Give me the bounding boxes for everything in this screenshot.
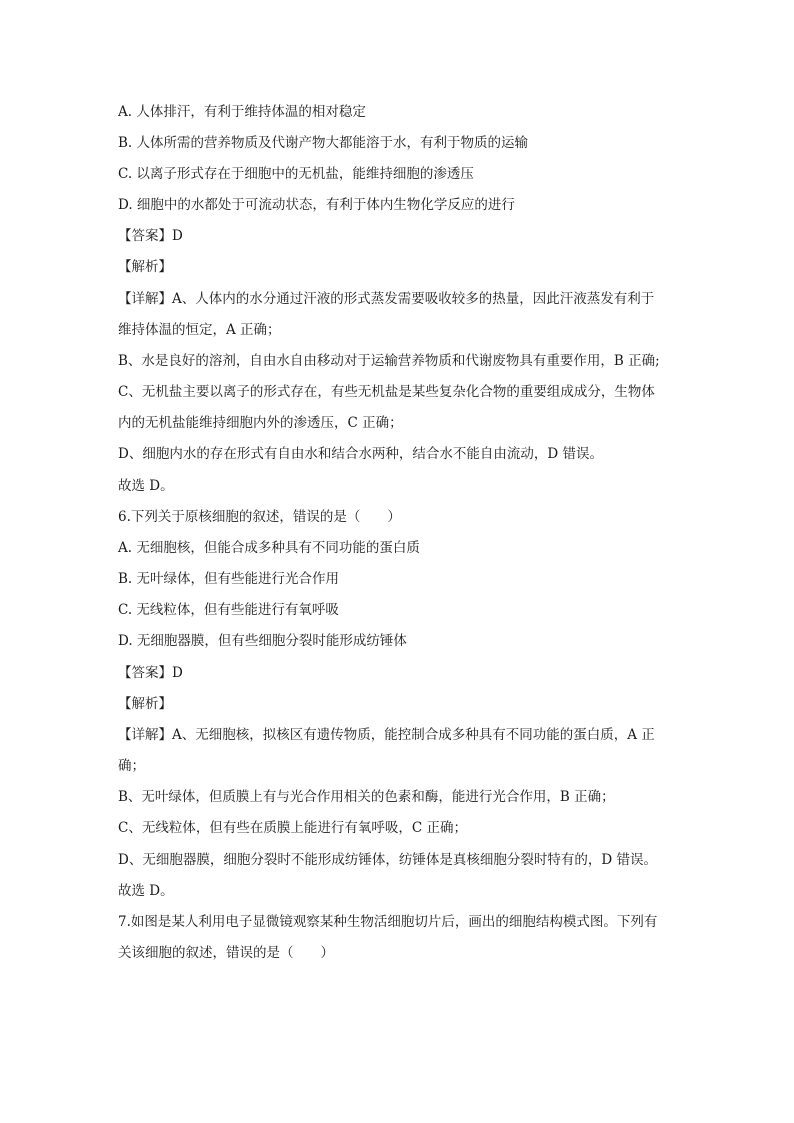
explanation-text: 内的无机盐能维持细胞内外的渗透压，C 正确； bbox=[118, 415, 403, 431]
option-b-q6: B. 无叶绿体，但有些能进行光合作用 bbox=[118, 571, 340, 587]
option-c-q6: C. 无线粒体，但有些能进行有氧呼吸 bbox=[118, 602, 339, 618]
option-c-q5: C. 以离子形式存在于细胞中的无机盐，能维持细胞的渗透压 bbox=[118, 166, 474, 182]
question-6-stem: 6.下列关于原核细胞的叙述，错误的是（ ） bbox=[118, 509, 401, 525]
explanation-text: C、无机盐主要以离子的形式存在，有些无机盐是某些复杂化合物的重要组成成分，生物体 bbox=[118, 384, 655, 400]
answer-q5: 【答案】D bbox=[118, 228, 183, 244]
option-a-q5: A. 人体排汗，有利于维持体温的相对稳定 bbox=[118, 104, 366, 120]
explanation-text: B、水是良好的溶剂，自由水自由移动对于运输营养物质和代谢废物具有重要作用，B 正确; bbox=[118, 353, 660, 369]
explanation-text: 【详解】A、无细胞核，拟核区有遗传物质，能控制合成多种具有不同功能的蛋白质，A 正 bbox=[118, 727, 655, 743]
option-d-q5: D. 细胞中的水都处于可流动状态，有利于体内生物化学反应的进行 bbox=[118, 197, 515, 213]
conclusion-q5: 故选 D。 bbox=[118, 478, 174, 494]
option-b-q5: B. 人体所需的营养物质及代谢产物大都能溶于水，有利于物质的运输 bbox=[118, 135, 529, 151]
explanation-text: 确； bbox=[118, 758, 145, 774]
conclusion-q6: 故选 D。 bbox=[118, 883, 174, 899]
answer-q6: 【答案】D bbox=[118, 665, 183, 681]
analysis-heading-q5: 【解析】 bbox=[118, 259, 172, 275]
question-7-stem: 关该细胞的叙述，错误的是（ ） bbox=[118, 945, 334, 961]
option-d-q6: D. 无细胞器膜，但有些细胞分裂时能形成纺锤体 bbox=[118, 633, 407, 649]
option-a-q6: A. 无细胞核，但能合成多种具有不同功能的蛋白质 bbox=[118, 540, 420, 556]
explanation-text: C、无线粒体，但有些在质膜上能进行有氧呼吸，C 正确； bbox=[118, 820, 467, 836]
analysis-heading-q6: 【解析】 bbox=[118, 696, 172, 712]
explanation-text: B、无叶绿体，但质膜上有与光合作用相关的色素和酶，能进行光合作用，B 正确； bbox=[118, 789, 615, 805]
explanation-text: 维持体温的恒定，A 正确； bbox=[118, 322, 281, 338]
question-7-stem: 7.如图是某人利用电子显微镜观察某种生物活细胞切片后，画出的细胞结构模式图。下列有 bbox=[118, 914, 658, 930]
explanation-text: 【详解】A、人体内的水分通过汗液的形式蒸发需要吸收较多的热量，因此汗液蒸发有利于 bbox=[118, 291, 655, 307]
explanation-text: D、无细胞器膜，细胞分裂时不能形成纺锤体，纺锤体是真核细胞分裂时特有的，D 错误。 bbox=[118, 852, 657, 868]
explanation-text: D、细胞内水的存在形式有自由水和结合水两种，结合水不能自由流动，D 错误。 bbox=[118, 446, 603, 462]
